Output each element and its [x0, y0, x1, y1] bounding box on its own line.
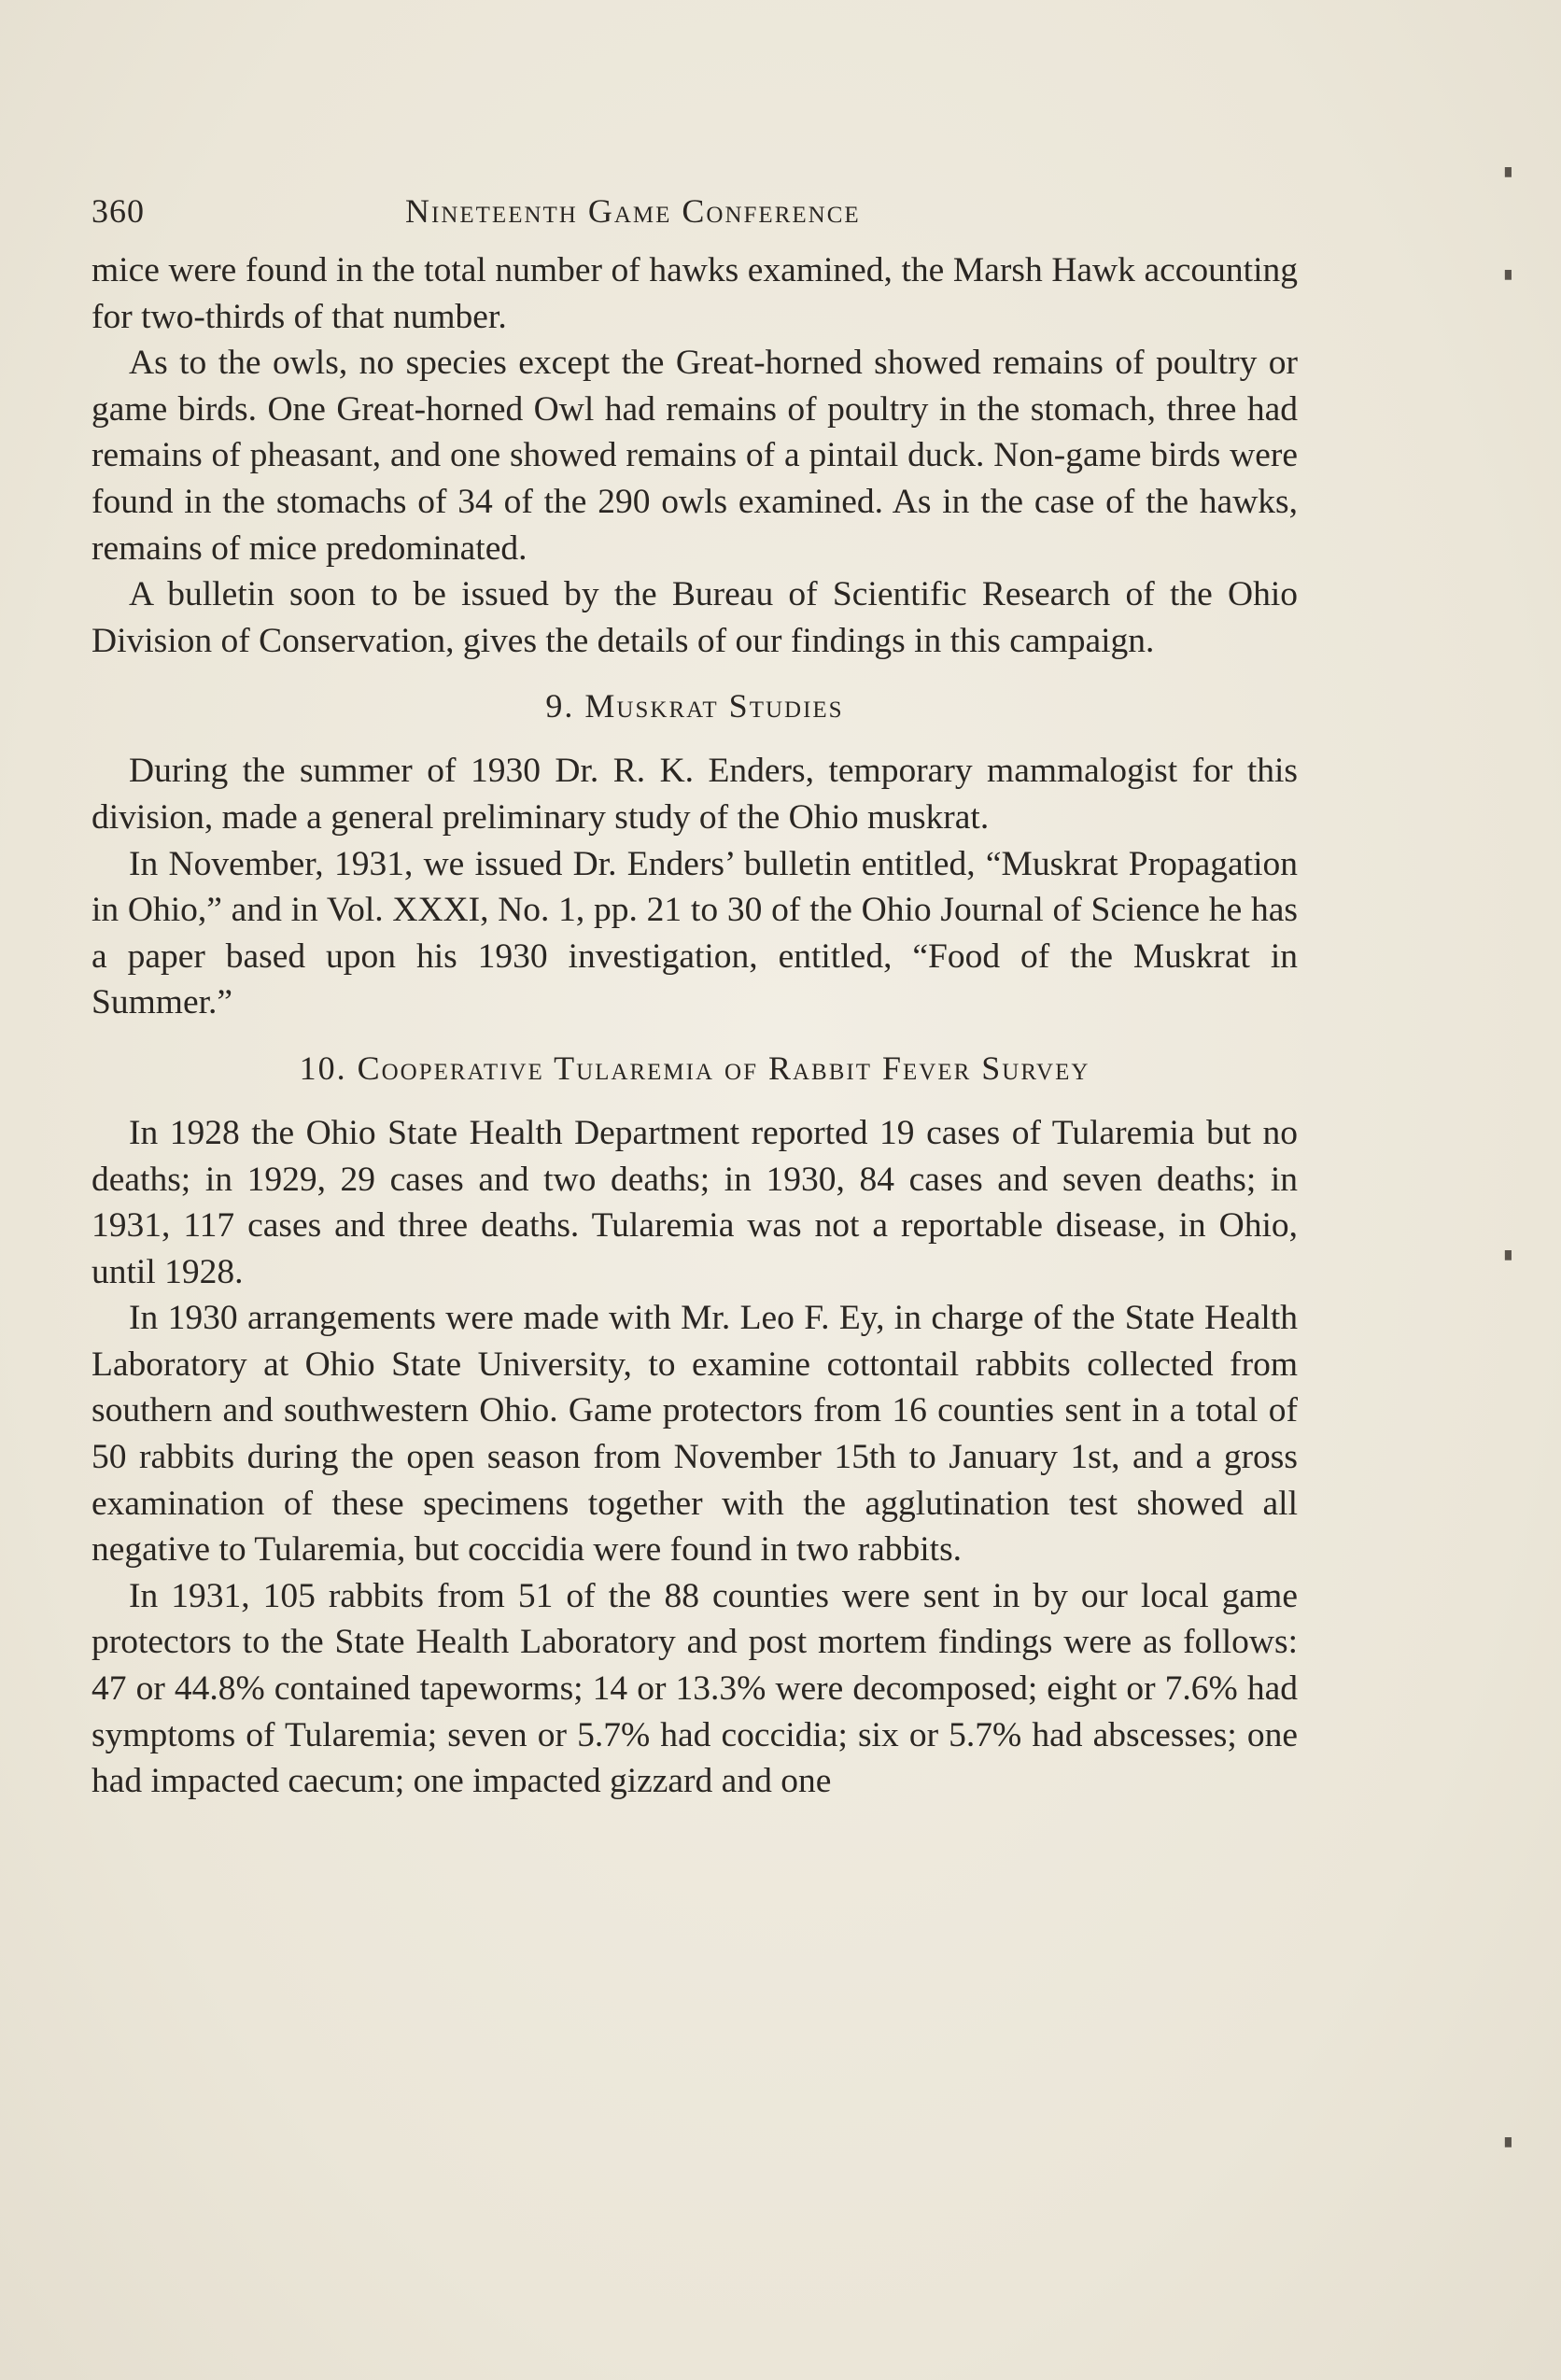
margin-speck-icon: ▘	[1505, 1251, 1518, 1270]
running-title: Nineteenth Game Conference	[405, 192, 861, 230]
running-head	[91, 191, 1298, 247]
page-number: 360	[91, 192, 145, 230]
paragraph-tularemia-cases: In 1928 the Ohio State Health Department reported 19 cases of Tularemia but no deaths; in 1929, 29 cases and two deaths; in 1930, 84 cases and seven deaths; in 1931, 117 cases and three deaths. Tularemia was not a reportable disease, in Ohio, until 1928.	[91, 1113, 1298, 1291]
margin-speck-icon: ▘	[1505, 2138, 1518, 2157]
page-text-block	[91, 191, 1298, 1805]
section-heading-tularemia-survey: 10. Cooperative Tularemia of Rabbit Fever Survey	[299, 1049, 1090, 1087]
margin-speck-icon: ▘	[1505, 168, 1518, 187]
margin-specks	[1505, 159, 1533, 2213]
paragraph-hawks-continued: mice were found in the total number of hawks examined, the Marsh Hawk accounting for two-thirds of that number.	[91, 251, 1298, 336]
paragraph-owls: As to the owls, no species except the Great-horned showed remains of poultry or game birds. One Great-horned Owl had remains of poultry in the stomach, three had remains of pheasant, and one showed remains of a pintail duck. Non-game birds were found in the stomachs of 34 of the 290 owls examined. As in the case of the hawks, remains of mice predominated.	[91, 344, 1298, 568]
paragraph-muskrat-bulletin: In November, 1931, we issued Dr. Enders’ bulletin entitled, “Muskrat Propagation in Ohio,” and in Vol. XXXI, No. 1, pp. 21 to 30 of the Ohio Journal of Science he has a paper based upon his 1930 investigation, entitled, “Food of the Muskrat in Summer.”	[91, 844, 1298, 1022]
paragraph-tularemia-1930: In 1930 arrangements were made with Mr. Leo F. Ey, in charge of the State Health Laboratory at Ohio State University, to examine cottontail rabbits collected from southern and southwestern Ohio. Game protectors from 16 counties sent in a total of 50 rabbits during the open season from November 15th to January 1st, and a gross examination of these specimens together with the agglutination test showed all negative to Tularemia, but coccidia were found in two rabbits.	[91, 1299, 1298, 1570]
paragraph-tularemia-1931: In 1931, 105 rabbits from 51 of the 88 counties were sent in by our local game protectors to the State Health Laboratory and post mortem findings were as follows: 47 or 44.8% contained tapeworms; 14 or 13.3% were decomposed; eight or 7.6% had symptoms of Tularemia; seven or 5.7% had coccidia; six or 5.7% had abscesses; one had impacted caecum; one impacted gizzard and one	[91, 1576, 1298, 1801]
margin-speck-icon: ▘	[1505, 271, 1518, 289]
section-heading-muskrat-studies: 9. Muskrat Studies	[545, 687, 844, 725]
paragraph-muskrat-study: During the summer of 1930 Dr. R. K. Enders, temporary mammalogist for this division, made a general preliminary study of the Ohio muskrat.	[91, 752, 1298, 837]
paragraph-bulletin: A bulletin soon to be issued by the Bureau of Scientific Research of the Ohio Division of Conservation, gives the details of our findings in this campaign.	[91, 575, 1298, 660]
